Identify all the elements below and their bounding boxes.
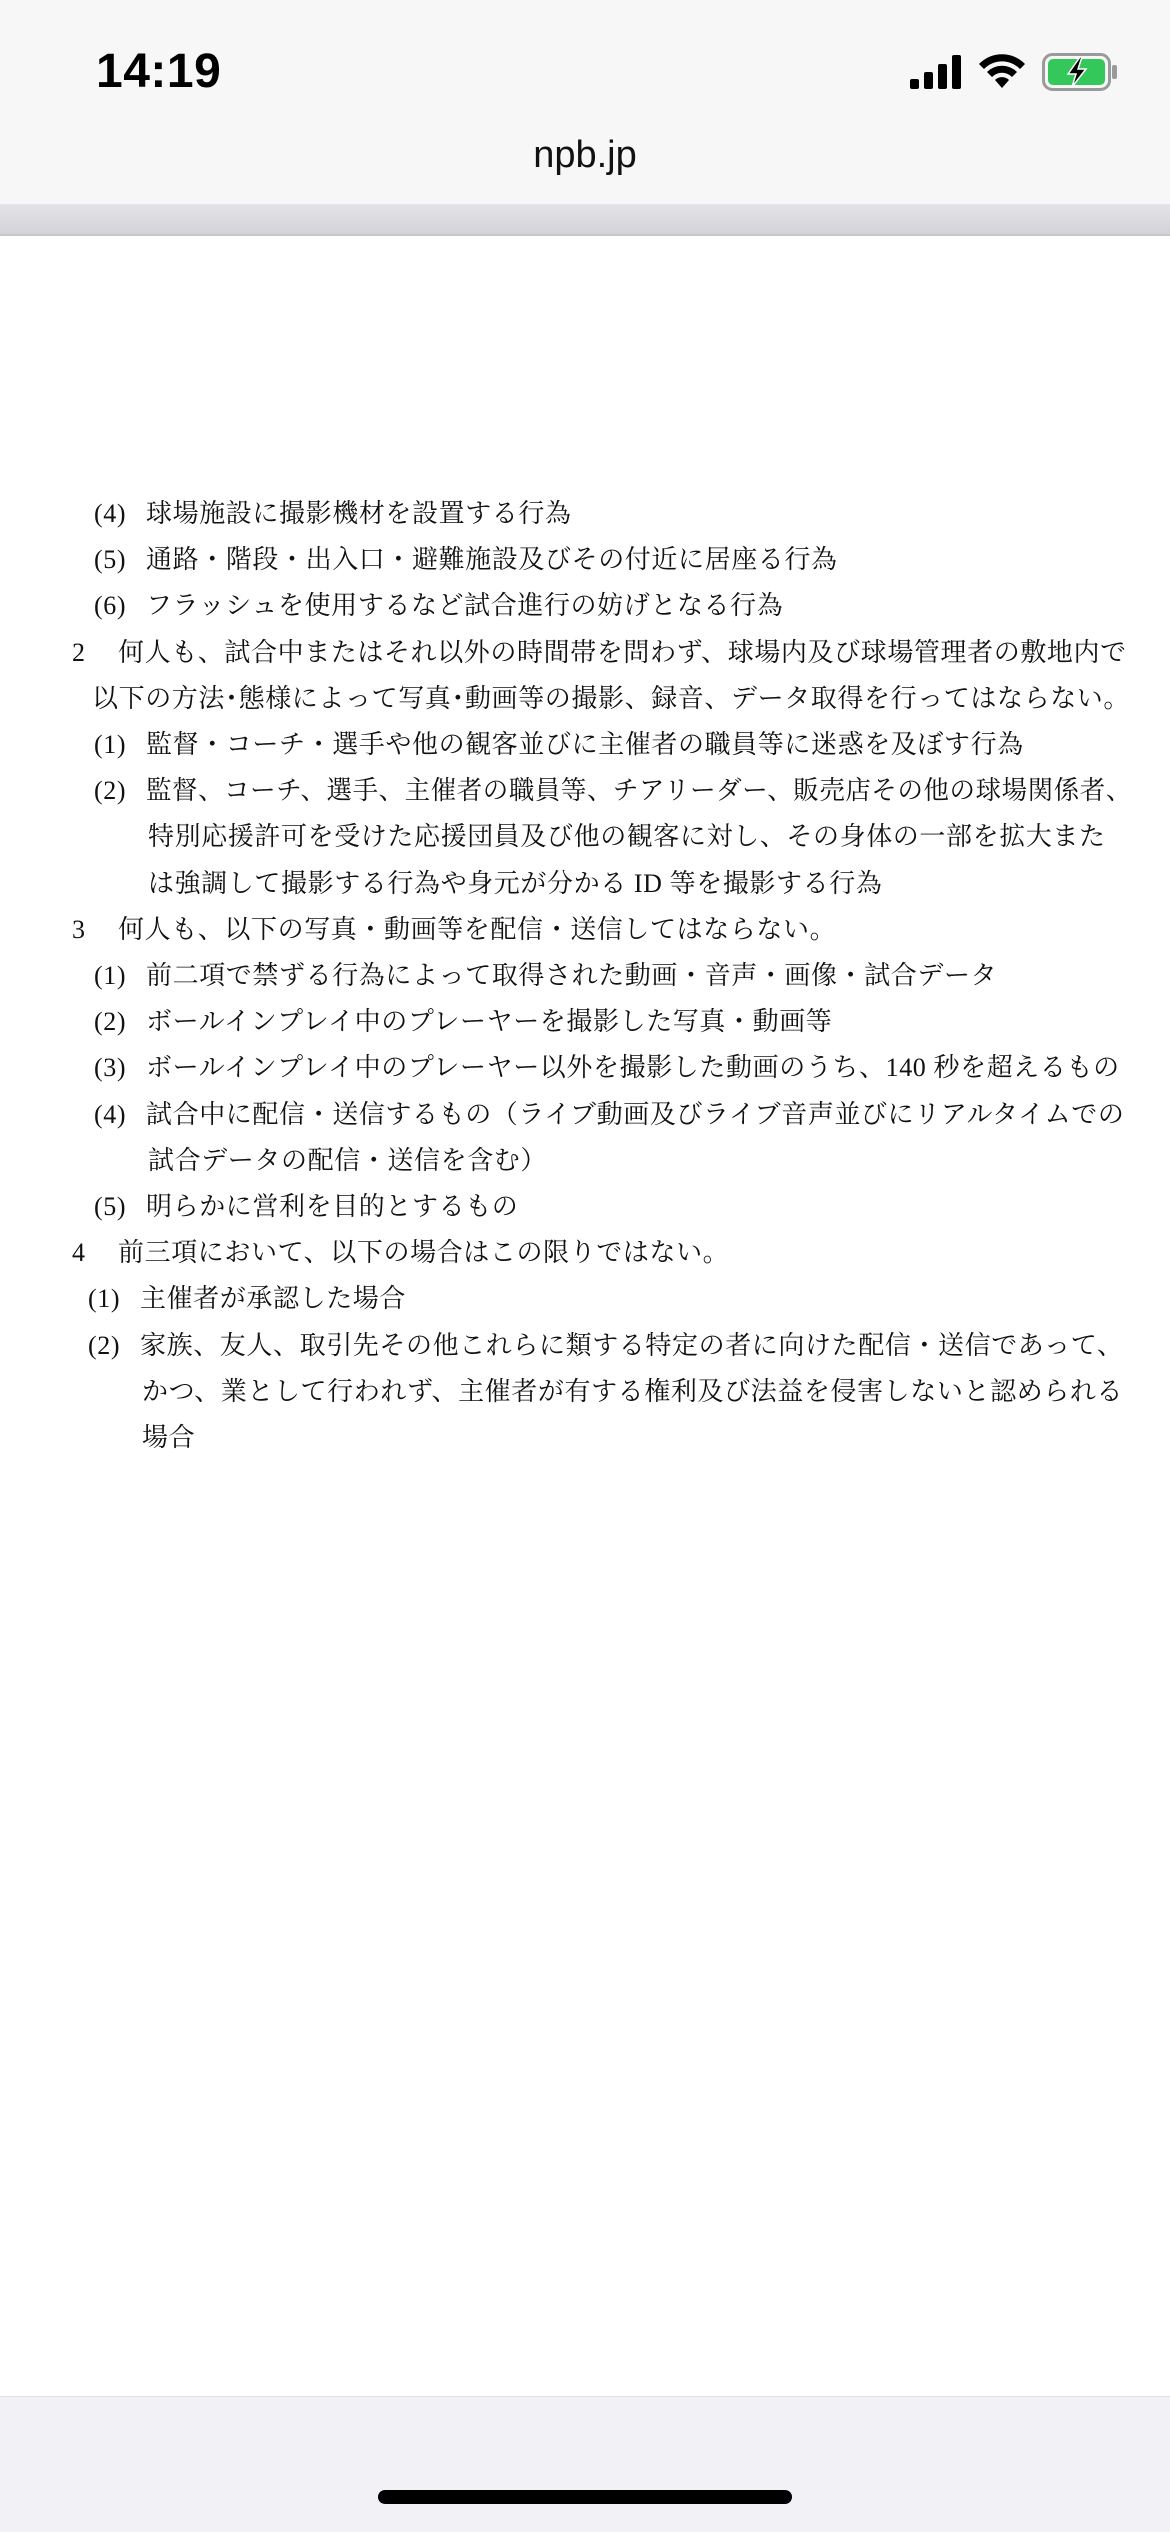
line-text: 通路・階段・出入口・避難施設及びその付近に居座る行為 [146, 545, 838, 574]
wifi-icon [978, 54, 1026, 95]
line-marker: (2) [94, 776, 127, 805]
document-line [0, 1281, 1170, 1321]
line-text: 何人も、試合中またはそれ以外の時間帯を問わず、球場内及び球場管理者の敷地内で [118, 638, 1127, 667]
toolbar-divider [0, 204, 1170, 236]
battery-charging-icon [1042, 53, 1118, 96]
line-marker: (2) [88, 1331, 121, 1360]
line-marker: 2 [72, 638, 86, 667]
line-marker: (4) [94, 1100, 127, 1129]
document-line [0, 1050, 1170, 1090]
line-marker: (1) [94, 961, 127, 990]
address-bar[interactable] [0, 118, 1170, 204]
line-text: 試合データの配信・送信を含む） [148, 1146, 548, 1175]
document-line [0, 773, 1170, 813]
document-line [0, 819, 1170, 859]
line-text: 球場施設に撮影機材を設置する行為 [146, 499, 572, 528]
line-marker: (1) [94, 730, 127, 759]
document-line [0, 1235, 1170, 1275]
line-text: 主催者が承認した場合 [140, 1284, 407, 1313]
line-marker: (3) [94, 1053, 127, 1082]
document-line [0, 1374, 1170, 1414]
document-line [0, 588, 1170, 628]
line-text: 何人も、以下の写真・動画等を配信・送信してはならない。 [118, 915, 837, 944]
document-line [0, 727, 1170, 767]
document-line [0, 958, 1170, 998]
line-text: 監督・コーチ・選手や他の観客並びに主催者の職員等に迷惑を及ぼす行為 [146, 730, 1024, 759]
document-line [0, 1143, 1170, 1183]
line-text: 場合 [142, 1423, 196, 1452]
status-time: 14:19 [96, 45, 222, 98]
line-marker: (4) [94, 499, 127, 528]
line-marker: (5) [94, 545, 127, 574]
line-text: ボールインプレイ中のプレーヤーを撮影した写真・動画等 [146, 1007, 833, 1036]
document-line [0, 1420, 1170, 1460]
line-marker: (1) [88, 1284, 121, 1313]
status-icons [910, 52, 1118, 96]
document-line [0, 1189, 1170, 1229]
cellular-signal-icon [910, 55, 962, 94]
line-text: は強調して撮影する行為や身元が分かる ID 等を撮影する行為 [148, 869, 883, 898]
line-text: 試合中に配信・送信するもの（ライブ動画及びライブ音声並びにリアルタイムでの [146, 1100, 1125, 1129]
line-marker: 4 [72, 1238, 86, 1267]
home-indicator[interactable] [378, 2490, 792, 2504]
line-text: 前二項で禁ずる行為によって取得された動画・音声・画像・試合データ [146, 961, 998, 990]
document-line [0, 1328, 1170, 1368]
line-text: 明らかに営利を目的とするもの [146, 1192, 519, 1221]
line-marker: (6) [94, 591, 127, 620]
document-line [0, 635, 1170, 675]
line-marker: (2) [94, 1007, 127, 1036]
document-page [0, 236, 1170, 2396]
line-text: 家族、友人、取引先その他これらに類する特定の者に向けた配信・送信であって、 [140, 1331, 1124, 1360]
line-marker: (5) [94, 1192, 127, 1221]
document-line [0, 912, 1170, 952]
document-line [0, 1097, 1170, 1137]
document-line [0, 542, 1170, 582]
document-line [0, 1004, 1170, 1044]
line-text: フラッシュを使用するなど試合進行の妨げとなる行為 [146, 591, 784, 620]
line-text: 前三項において、以下の場合はこの限りではない。 [118, 1238, 730, 1267]
line-text: 特別応援許可を受けた応援団員及び他の観客に対し、その身体の一部を拡大また [148, 822, 1106, 851]
line-marker: 3 [72, 915, 86, 944]
document-line [0, 681, 1170, 721]
document-line [0, 866, 1170, 906]
bottom-bar [0, 2396, 1170, 2532]
document-line [0, 496, 1170, 536]
line-text: かつ、業として行われず、主催者が有する権利及び法益を侵害しないと認められる [142, 1377, 1124, 1406]
line-text: ボールインプレイ中のプレーヤー以外を撮影した動画のうち、140 秒を超えるもの [146, 1053, 1120, 1082]
url-text[interactable]: npb.jp [533, 134, 637, 176]
line-text: 監督、コーチ、選手、主催者の職員等、チアリーダー、販売店その他の球場関係者、 [146, 776, 1132, 805]
line-text: 以下の方法･態様によって写真･動画等の撮影、録音、データ取得を行ってはならない。 [92, 684, 1131, 713]
